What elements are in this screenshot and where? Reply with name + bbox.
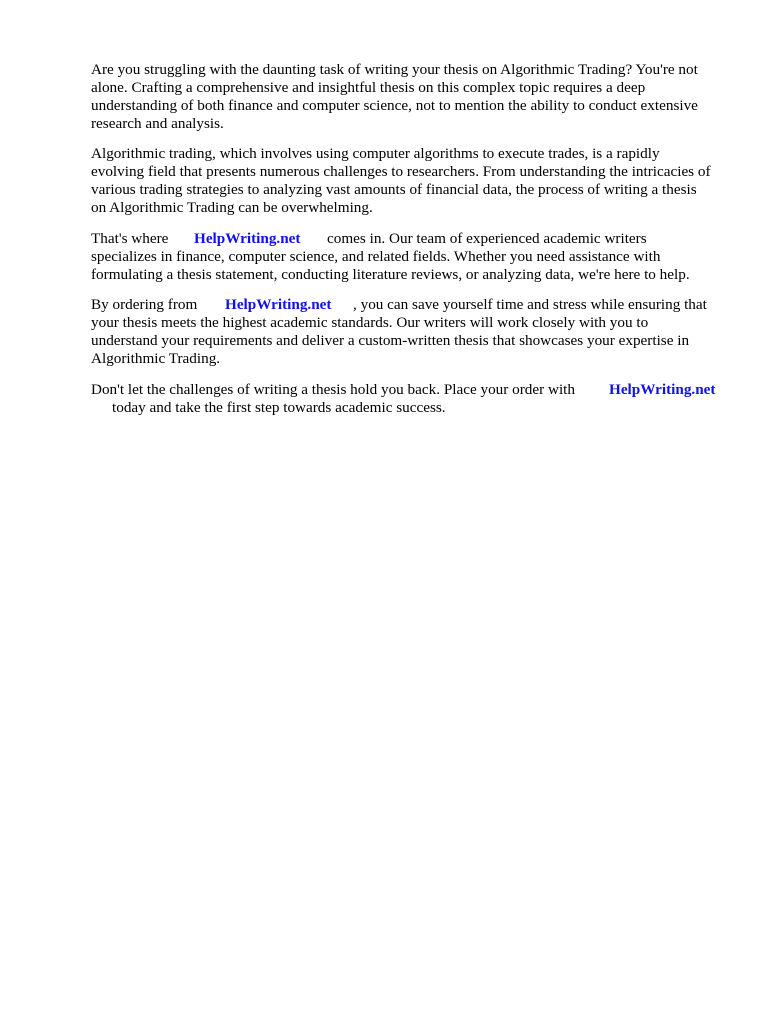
paragraph-line: , you can save yourself time and stress while ensuring that [353,296,707,313]
paragraph-line: Don't let the challenges of writing a thesis hold you back. Place your order with [91,381,575,398]
paragraph-line: By ordering from [91,296,198,313]
paragraph-line: comes in. Our team of experienced academic writers [327,230,647,247]
paragraph-line: various trading strategies to analyzing vast amounts of financial data, the process of writing a thesis [91,181,697,198]
helpwriting-link[interactable]: HelpWriting.net [609,381,716,398]
paragraph-line: That's where [91,230,169,247]
paragraph-line: on Algorithmic Trading can be overwhelming. [91,199,373,216]
paragraph-line: understand your requirements and deliver a custom-written thesis that showcases your expertise in [91,332,690,349]
paragraph-line: your thesis meets the highest academic standards. Our writers will work closely with you to [91,314,649,331]
paragraph-line: today and take the first step towards academic success. [112,399,446,416]
paragraph-line: Algorithmic trading, which involves using computer algorithms to execute trades, is a rapidly [91,145,660,162]
helpwriting-link[interactable]: HelpWriting.net [194,230,301,247]
paragraph-line: formulating a thesis statement, conducting literature reviews, or analyzing data, we're here to help. [91,266,690,283]
paragraph-line: research and analysis. [91,115,224,132]
paragraph-line: Are you struggling with the daunting task of writing your thesis on Algorithmic Trading? You're not [91,61,698,78]
paragraph-line: evolving field that presents numerous challenges to researchers. From understanding the intricacies of [91,163,711,180]
helpwriting-link[interactable]: HelpWriting.net [225,296,332,313]
paragraph-line: Algorithmic Trading. [91,350,221,367]
paragraph-line: understanding of both finance and computer science, not to mention the ability to conduct extensive [91,97,698,114]
paragraph-line: alone. Crafting a comprehensive and insightful thesis on this complex topic requires a deep [91,79,646,96]
paragraph-line: specializes in finance, computer science, and related fields. Whether you need assistance with [91,248,661,265]
